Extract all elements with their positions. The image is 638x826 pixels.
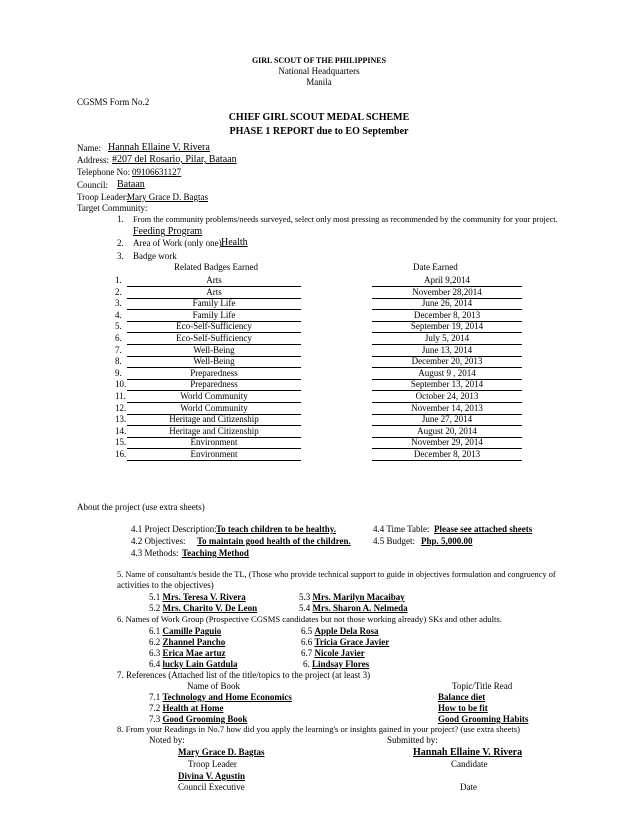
badge-row-number: 2.	[115, 286, 122, 297]
badge-date: December 20, 2013	[372, 356, 522, 368]
submitted-by-label: Submitted by:	[387, 735, 438, 745]
troop-leader-signature-name: Mary Grace D. Bagtas	[178, 747, 265, 757]
item-7-text: 7. References (Attached list of the title/topics to the project (at least 3)	[117, 670, 371, 680]
council-label: Council:	[77, 180, 108, 190]
badge-date: September 13, 2014	[372, 379, 522, 391]
budget-label: 4.5 Budget:	[373, 536, 415, 546]
badge-name: Well-Being	[127, 356, 301, 368]
council-value: Bataan	[117, 179, 145, 190]
consultant-5-4: 5.4 Mrs. Sharon A. Nelmeda	[299, 603, 408, 613]
badge-date: December 8, 2013	[372, 310, 522, 322]
council-executive-role: Council Executive	[178, 782, 245, 792]
workgroup-6-5: 6.5 Apple Dela Rosa	[301, 626, 379, 636]
badge-date: December 8, 2013	[372, 449, 522, 461]
candidate-role: Candidate	[451, 759, 488, 769]
badge-name: Arts	[127, 287, 301, 299]
name-label: Name:	[77, 143, 101, 153]
badge-row-number: 14.	[115, 425, 127, 436]
telephone-value: 09106631127	[132, 167, 182, 177]
reference-7-3-topic: Good Grooming Habits	[438, 714, 529, 724]
troop-leader-value: Mary Grace D. Bagtas	[127, 192, 208, 202]
badges-header: Related Badges Earned	[174, 262, 258, 272]
workgroup-6-3: 6.3 Erica Mae artuz	[149, 648, 226, 658]
reference-7-2-topic: How to be fit	[438, 703, 488, 713]
item-1-text: From the community problems/needs surveyed, select only most pressing as recommended by the community for your project.	[133, 215, 558, 224]
item-6-text: 6. Names of Work Group (Prospective CGSMS candidates but not those working already) SKs and other adults.	[117, 614, 502, 624]
timetable-value: Please see attached sheets	[434, 524, 533, 534]
badge-name: Heritage and Citizenship	[127, 414, 301, 426]
badge-name: Eco-Self-Sufficiency	[127, 333, 301, 345]
headquarters: National Headquarters	[278, 66, 360, 76]
project-desc-value: To teach children to be healthy.	[216, 524, 337, 534]
project-desc-label: 4.1 Project Description:	[131, 524, 217, 534]
badge-name: Heritage and Citizenship	[127, 426, 301, 438]
badge-name: Well-Being	[127, 345, 301, 357]
workgroup-6-4: 6.4 lucky Lain Gatdula	[149, 659, 238, 669]
badge-name: World Community	[127, 391, 301, 403]
badge-row-number: 8.	[115, 356, 122, 367]
badge-row-number: 4.	[115, 309, 122, 320]
badge-date: August 20, 2014	[372, 426, 522, 438]
consultant-5-1: 5.1 Mrs. Teresa V. Rivera	[149, 592, 246, 602]
badge-date: September 19, 2014	[372, 321, 522, 333]
methods-value: Teaching Method	[182, 548, 249, 558]
methods-label: 4.3 Methods:	[131, 548, 179, 558]
badge-row-number: 5.	[115, 321, 122, 332]
topic-header: Topic/Title Read	[452, 681, 513, 691]
badge-row-number: 11.	[115, 391, 126, 401]
title-line-2: PHASE 1 REPORT due to EO September	[229, 126, 409, 137]
badge-row-number: 13.	[115, 414, 127, 425]
badge-name: Arts	[127, 275, 301, 287]
troop-leader-label: Troop Leader:	[77, 192, 129, 202]
item-2-number: 2.	[117, 238, 124, 248]
item-8-text: 8. From your Readings in No.7 how did you apply the learning's or insights gained in your project? (use extra sheets)	[117, 724, 520, 734]
reference-7-2: 7.2 Health at Home	[149, 703, 224, 713]
badge-name: Preparedness	[127, 379, 301, 391]
badge-date: November 28,2014	[372, 287, 522, 299]
name-value: Hannah Ellaine V. Rivera	[108, 142, 210, 153]
badge-date: June 26, 2014	[372, 298, 522, 310]
address-value: #207 del Rosario, Pilar, Bataan	[112, 154, 237, 165]
consultant-5-3: 5.3 Mrs. Marilyn Macaibay	[299, 592, 405, 602]
item-1-number: 1.	[117, 214, 124, 224]
badge-name: Family Life	[127, 310, 301, 322]
badge-name: Eco-Self-Sufficiency	[127, 321, 301, 333]
item-3-text: Badge work	[133, 251, 177, 261]
dates-header: Date Earned	[413, 262, 458, 272]
workgroup-6-2: 6.2 Zhannel Pancho	[149, 637, 226, 647]
item-2-value: Health	[221, 237, 248, 248]
city: Manila	[306, 77, 332, 87]
badge-date: June 13, 2014	[372, 345, 522, 357]
address-label: Address:	[77, 155, 109, 165]
badge-row-number: 10.	[115, 379, 127, 390]
badge-name: Preparedness	[127, 368, 301, 380]
badge-row-number: 6.	[115, 333, 122, 343]
consultant-5-2: 5.2 Mrs. Charito V. De Leon	[149, 603, 258, 613]
workgroup-6-8: 6. Lindsay Flores	[303, 659, 370, 669]
org-name: GIRL SCOUT OF THE PHILIPPINES	[251, 56, 387, 65]
target-community-label: Target Community:	[77, 203, 148, 213]
badge-name: Environment	[127, 449, 301, 461]
form-number: CGSMS Form No.2	[77, 97, 150, 107]
badge-row-number: 1.	[115, 275, 122, 285]
item-1-value: Feeding Program	[133, 226, 203, 237]
badge-date: November 14, 2013	[372, 403, 522, 415]
badge-date: July 5, 2014	[372, 333, 522, 345]
workgroup-6-1: 6.1 Camille Paguio	[149, 626, 222, 636]
badge-row-number: 3.	[115, 298, 122, 309]
candidate-signature-name: Hannah Ellaine V. Rivera	[413, 747, 523, 758]
item-5-line-2: activities to the objectives)	[117, 580, 214, 590]
badge-row-number: 9.	[115, 367, 122, 378]
item-2-text: Area of Work (only one):	[133, 238, 225, 248]
council-executive-name: Divina V. Agustin	[178, 771, 245, 781]
telephone-label: Telephone No:	[77, 167, 131, 177]
reference-7-1-topic: Balance diet	[438, 692, 486, 702]
workgroup-6-7: 6.7 Nicole Javier	[301, 648, 365, 658]
timetable-label: 4.4 Time Table:	[373, 524, 430, 534]
reference-7-3: 7.3 Good Grooming Book	[149, 714, 248, 724]
objectives-value: To maintain good health of the children.	[197, 536, 351, 546]
reference-7-1: 7.1 Technology and Home Economics	[149, 692, 292, 702]
item-5-line-1: 5. Name of consultant/s beside the TL, (Those who provide technical support to guide in objectives formulation and congruency of	[117, 570, 556, 579]
book-header: Name of Book	[187, 681, 240, 691]
badge-name: Environment	[127, 437, 301, 449]
badge-row-number: 12.	[115, 402, 127, 413]
workgroup-6-6: 6.6 Tricia Grace Javier	[301, 637, 390, 647]
date-label: Date	[460, 782, 477, 792]
title-line-1: CHIEF GIRL SCOUT MEDAL SCHEME	[228, 112, 410, 123]
badge-row-number: 16.	[115, 449, 127, 459]
budget-value: Php. 5,000.00	[421, 536, 473, 546]
objectives-label: 4.2 Objectives:	[131, 536, 186, 546]
badge-date: April 9,2014	[372, 275, 522, 287]
about-project: About the project (use extra sheets)	[77, 502, 205, 512]
noted-by-label: Noted by:	[149, 735, 185, 745]
badge-date: October 24, 2013	[372, 391, 522, 403]
badge-date: November 29, 2014	[372, 437, 522, 449]
badge-date: June 27, 2014	[372, 414, 522, 426]
badge-name: World Community	[127, 403, 301, 415]
badge-name: Family Life	[127, 298, 301, 310]
item-3-number: 3.	[117, 251, 124, 261]
badge-row-number: 7.	[115, 344, 122, 355]
badge-date: August 9 , 2014	[372, 368, 522, 380]
badge-row-number: 15.	[115, 437, 127, 448]
troop-leader-role: Troop Leader	[188, 759, 237, 769]
